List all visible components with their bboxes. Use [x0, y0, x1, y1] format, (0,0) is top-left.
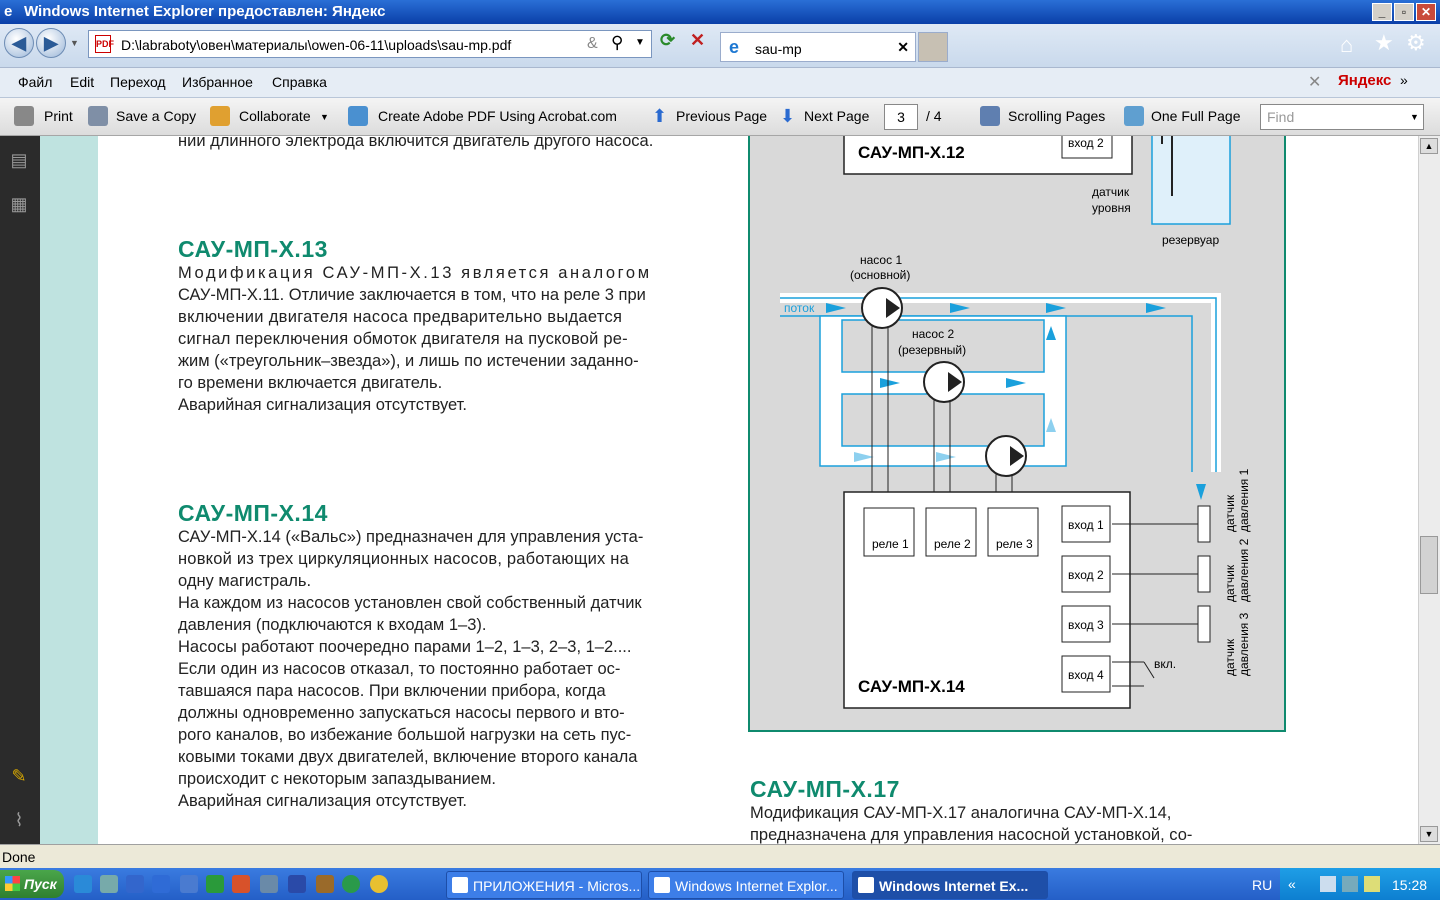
address-dropdown-icon[interactable]: ▼: [635, 37, 645, 48]
next-page-icon: ⬇: [780, 106, 796, 126]
ql-app-icon-4[interactable]: [260, 875, 278, 893]
vertical-scrollbar[interactable]: [1418, 136, 1440, 844]
yandex-close-icon[interactable]: ✕: [1308, 74, 1322, 91]
status-text: Done: [2, 849, 36, 865]
create-pdf-button[interactable]: Create Adobe PDF Using Acrobat.com: [378, 108, 617, 124]
address-bar[interactable]: [88, 30, 652, 58]
task-label: Windows Internet Explor...: [675, 878, 838, 894]
device-12-label: САУ-МП-Х.12: [858, 143, 965, 162]
scroll-down-icon[interactable]: ▼: [1420, 826, 1438, 842]
title-bar: [0, 0, 1440, 24]
network-icon[interactable]: [1342, 876, 1358, 892]
level-sensor-label-1: датчик: [1092, 185, 1130, 199]
input-1-label: вход 1: [1068, 518, 1104, 532]
collaborate-button[interactable]: Collaborate: [239, 108, 311, 124]
ie-tab-icon: e: [729, 37, 740, 57]
forward-icon[interactable]: ▶: [36, 28, 66, 58]
ql-torrent-icon[interactable]: [342, 875, 360, 893]
task-ie-2-active[interactable]: [852, 871, 1048, 899]
windows-flag-icon: [5, 876, 20, 891]
ql-word-icon[interactable]: [152, 875, 170, 893]
page-margin-strip: [40, 136, 98, 844]
collaborate-icon: [210, 106, 230, 126]
clock: 15:28: [1392, 877, 1428, 893]
tab-close-icon[interactable]: ✕: [897, 39, 909, 55]
top-input-label: вход 2: [1068, 136, 1104, 150]
history-dropdown-icon[interactable]: ▼: [70, 38, 79, 48]
relay-3-label: реле 3: [996, 537, 1033, 551]
menu-favorites[interactable]: Избранное: [182, 74, 253, 90]
find-dropdown-icon[interactable]: ▼: [1410, 112, 1419, 122]
menu-bar: [0, 68, 1440, 98]
page-total: / 4: [926, 108, 942, 124]
tab-label: sau-mp: [755, 41, 802, 57]
sensor-2-label-1: датчик: [1223, 564, 1237, 602]
input-4-label: вход 4: [1068, 668, 1104, 682]
menu-file[interactable]: Файл: [18, 74, 53, 90]
pump-1-label-2: (основной): [850, 268, 911, 282]
volume-icon[interactable]: [1364, 876, 1380, 892]
relay-1-label: реле 1: [872, 537, 909, 551]
back-icon[interactable]: ◀: [4, 28, 34, 58]
save-icon: [88, 106, 108, 126]
level-sensor-label-2: уровня: [1092, 201, 1131, 215]
print-icon: [14, 106, 34, 126]
section-17-text: Модификация САУ-МП-Х.17 аналогична САУ-МП-Х.14, предназначена для управления насосной установкой, со-: [750, 804, 1193, 844]
task-label: ПРИЛОЖЕНИЯ - Micros...: [473, 878, 641, 894]
pump-2-label-2: (резервный): [898, 343, 967, 357]
ie-icon: e: [4, 3, 13, 20]
print-button[interactable]: Print: [44, 108, 73, 124]
reservoir: [1152, 136, 1230, 224]
maximize-button[interactable]: ▫: [1394, 3, 1414, 21]
sensor-2-label-2: давления 2: [1237, 538, 1251, 602]
section-13-text: Модификация САУ-МП-Х.13 является аналогом САУ-МП-Х.11. Отличие заключается в том, что на реле 3 при включении двигателя насоса предварительно выдается сигнал переключения обмоток двигателя на пусковой ре- жим («треугольник–звезда»), и лишь по истечении заданно- го времени включается двигатель. Аварийная сигнализация отсутствует.: [178, 264, 652, 414]
sensor-3-label-2: давления 3: [1237, 612, 1251, 676]
battery-icon[interactable]: [1320, 876, 1336, 892]
bookmarks-icon[interactable]: ▦: [10, 194, 28, 214]
task-ie-1[interactable]: [648, 871, 844, 899]
ql-app-icon-2[interactable]: [126, 875, 144, 893]
tray-expand[interactable]: «: [1288, 876, 1296, 892]
sensor-1-label-1: датчик: [1223, 494, 1237, 532]
create-pdf-icon: [348, 106, 368, 126]
menu-help[interactable]: Справка: [272, 74, 327, 90]
device-14-label: САУ-МП-Х.14: [858, 677, 965, 696]
acrobat-toolbar: [0, 98, 1440, 136]
close-button[interactable]: ✕: [1416, 3, 1436, 21]
save-copy-button[interactable]: Save a Copy: [116, 108, 197, 124]
pump-diagram-svg: [750, 136, 1286, 730]
favorites-star-icon[interactable]: ★: [1374, 30, 1394, 55]
heading-17: САУ-МП-Х.17: [750, 776, 900, 802]
ql-app-icon-5[interactable]: [288, 875, 306, 893]
scrolling-pages-icon: [980, 106, 1000, 126]
new-tab-button[interactable]: [918, 32, 948, 62]
menu-edit[interactable]: Edit: [70, 74, 95, 90]
pump-diagram: [748, 136, 1286, 732]
relay-2-label: реле 2: [934, 537, 971, 551]
scrollbar-thumb[interactable]: [1420, 536, 1438, 594]
section-14-text: САУ-МП-Х.14 («Вальс») предназначен для управления уста- новкой из трех циркуляционных насосов, работающих на одну магистраль. На каждом из насосов установлен свой собственный датчик давления (подключаются к входам 1–3). Насосы работают поочередно парами 1–2, 1–3, 2–3, 1–2.... Если один из насосов отказал, то постоянно работает ос- тавшаяся пара насосов. При включении прибора, когда должны одновременно запускаться насосы первого и вто- рого каналов, во избежание большой нагрузки на сеть пус- ковыми токами двух двигателей, включение второго канала происходит с некоторым запаздыванием. Аварийная сигнализация отсутствует.: [178, 528, 644, 810]
menu-goto[interactable]: Переход: [110, 74, 166, 90]
ql-excel-icon[interactable]: [206, 875, 224, 893]
status-bar: [0, 844, 1440, 868]
task-prilozheniya[interactable]: [446, 871, 642, 899]
pump-1-label-1: насос 1: [860, 253, 903, 267]
scroll-up-icon[interactable]: ▲: [1420, 138, 1438, 154]
previous-page-button[interactable]: Previous Page: [676, 108, 768, 124]
language-indicator[interactable]: RU: [1252, 877, 1273, 893]
yandex-more[interactable]: »: [1400, 72, 1408, 88]
heading-14: САУ-МП-Х.14: [178, 500, 328, 526]
one-full-page-button[interactable]: One Full Page: [1151, 108, 1241, 124]
start-label: Пуск: [24, 876, 57, 892]
ql-app-icon-3[interactable]: [180, 875, 198, 893]
ql-app-icon-6[interactable]: [316, 875, 334, 893]
acrobat-nav-panel: [0, 136, 40, 844]
next-page-button[interactable]: Next Page: [804, 108, 870, 124]
home-icon[interactable]: ⌂: [1340, 32, 1354, 57]
refresh-icon[interactable]: ⟳: [660, 30, 676, 50]
task-ie-icon: [858, 877, 874, 893]
pump-2-label-1: насос 2: [912, 327, 955, 341]
task-word-icon: [452, 877, 468, 893]
heading-13: САУ-МП-Х.13: [178, 236, 328, 262]
address-url[interactable]: D:\labraboty\овен\материалы\owen-06-11\uploads\sau-mp.pdf: [121, 37, 512, 53]
flow-label: поток: [784, 301, 815, 315]
start-button[interactable]: [0, 870, 64, 898]
window-title: Windows Internet Explorer предоставлен: Яндекс: [24, 3, 386, 20]
ql-ie-icon[interactable]: [74, 875, 92, 893]
task-label: Windows Internet Ex...: [879, 878, 1029, 894]
previous-page-icon: ⬆: [652, 106, 668, 126]
reservoir-label: резервуар: [1162, 233, 1220, 247]
compat-icon[interactable]: &: [587, 35, 598, 52]
collaborate-dropdown-icon[interactable]: ▼: [320, 112, 329, 122]
pages-icon[interactable]: ▤: [10, 150, 28, 170]
attachments-icon[interactable]: ⌇: [14, 810, 24, 830]
sensor-3-label-1: датчик: [1223, 638, 1237, 676]
ql-app-icon-1[interactable]: [100, 875, 118, 893]
ql-chrome-icon[interactable]: [370, 875, 388, 893]
comments-icon[interactable]: ✎: [11, 766, 27, 786]
tools-gear-icon[interactable]: ⚙: [1406, 30, 1426, 55]
tab-sau-mp[interactable]: [720, 32, 916, 62]
page-number-input[interactable]: 3: [884, 104, 918, 130]
on-label: вкл.: [1154, 657, 1177, 671]
stop-icon[interactable]: ✕: [690, 30, 706, 50]
find-input[interactable]: Find: [1260, 104, 1424, 130]
one-full-page-icon: [1124, 106, 1144, 126]
task-ie-icon: [654, 877, 670, 893]
scrolling-pages-button[interactable]: Scrolling Pages: [1008, 108, 1106, 124]
sensor-1-label-2: давления 1: [1237, 468, 1251, 532]
relay-group: [864, 508, 1038, 556]
minimize-button[interactable]: _: [1372, 3, 1392, 21]
ql-powerpoint-icon[interactable]: [232, 875, 250, 893]
top-line: нии длинного электрода включится двигатель другого насоса.: [178, 136, 654, 150]
system-tray: [1252, 868, 1440, 900]
input-3-label: вход 3: [1068, 618, 1104, 632]
search-icon[interactable]: ⚲: [611, 33, 624, 52]
pdf-icon: PDF: [95, 35, 111, 53]
yandex-button[interactable]: Яндекс: [1338, 72, 1392, 89]
input-2-label: вход 2: [1068, 568, 1104, 582]
